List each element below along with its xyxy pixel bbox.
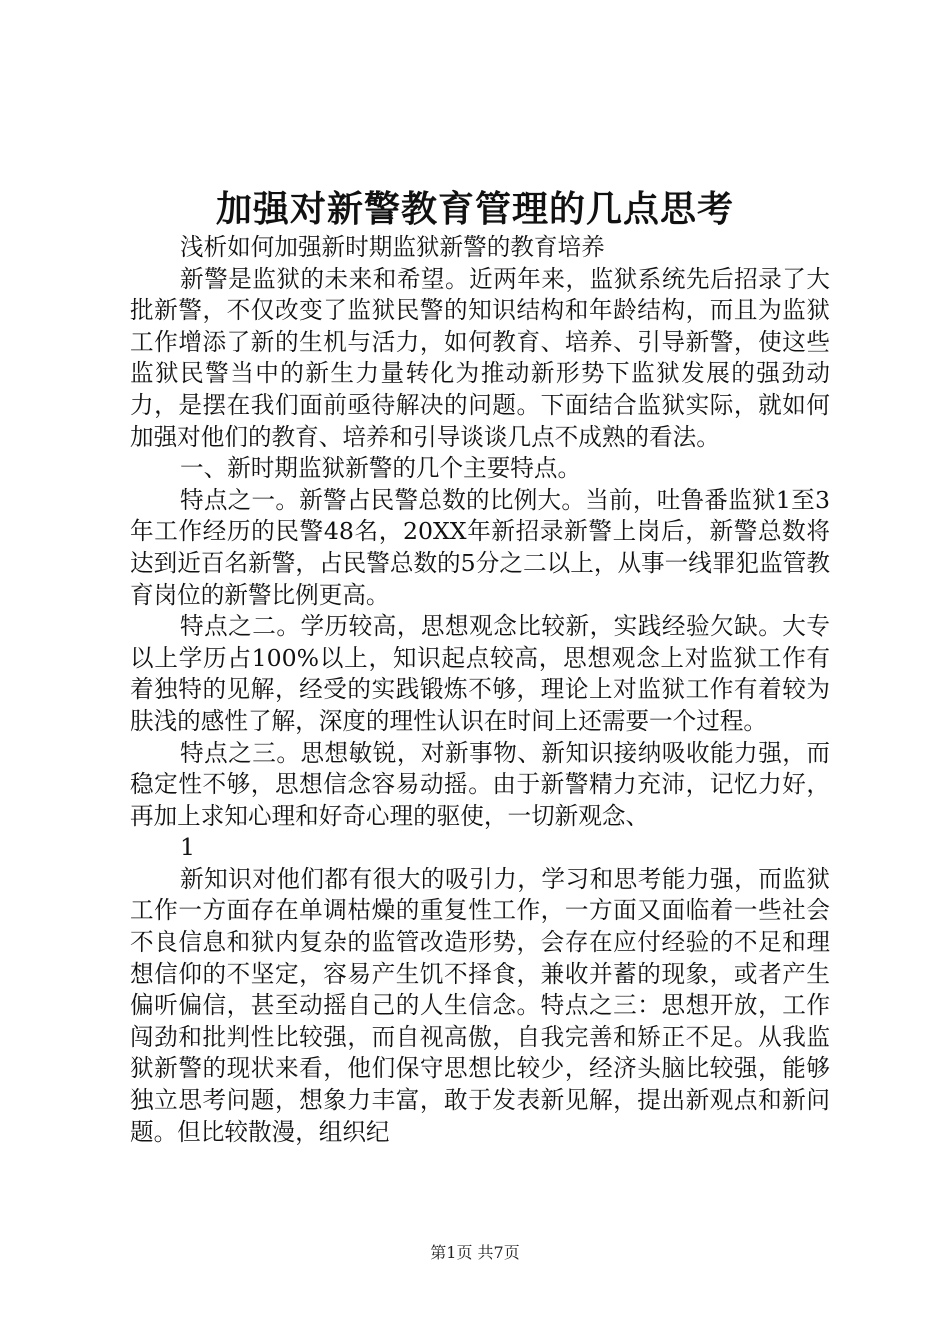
document-body <box>130 232 830 1148</box>
body-paragraph: 新知识对他们都有很大的吸引力，学习和思考能力强，而监狱工作一方面存在单调枯燥的重复性工作，一方面又面临着一些社会不良信息和狱内复杂的监管改造形势，会存在应付经验的不足和理想信仰的不坚定，容易产生饥不择食，兼收并蓄的现象，或者产生偏听偏信，甚至动摇自己的人生信念。特点之三：思想开放，工作闯劲和批判性比较强，而自视高傲，自我完善和矫正不足。从我监狱新警的现状来看，他们保守思想比较少，经济头脑比较强，能够独立思考问题，想象力丰富，敢于发表新见解，提出新观点和新问题。但比较散漫，组织纪 <box>130 864 830 1146</box>
body-paragraph: 特点之二。学历较高，思想观念比较新，实践经验欠缺。大专以上学历占100%以上，知识起点较高，思想观念上对监狱工作有着独特的见解，经受的实践锻炼不够，理论上对监狱工作有着较为肤浅的感性了解，深度的理性认识在时间上还需要一个过程。 <box>130 612 830 735</box>
body-paragraph: 特点之三。思想敏锐，对新事物、新知识接纳吸收能力强，而稳定性不够，思想信念容易动摇。由于新警精力充沛，记忆力好，再加上求知心理和好奇心理的驱使，一切新观念、 <box>130 738 830 830</box>
inner-page-number: 1 <box>180 833 196 862</box>
body-paragraph: 特点之一。新警占民警总数的比例大。当前，吐鲁番监狱1至3年工作经历的民警48名，20XX年新招录新警上岗后，新警总数将达到近百名新警，占民警总数的5分之二以上，从事一线罪犯监管教育岗位的新警比例更高。 <box>130 485 830 609</box>
section-heading: 一、新时期监狱新警的几个主要特点。 <box>180 454 582 483</box>
page-footer: 第1页 共7页 <box>430 1243 520 1262</box>
document-title: 加强对新警教育管理的几点思考 <box>215 188 734 230</box>
body-paragraph: 新警是监狱的未来和希望。近两年来，监狱系统先后招录了大批新警，不仅改变了监狱民警的知识结构和年龄结构，而且为监狱工作增添了新的生机与活力，如何教育、培养、引导新警，使这些监狱民警当中的新生力量转化为推动新形势下监狱发展的强劲动力，是摆在我们面前亟待解决的问题。下面结合监狱实际，就如何加强对他们的教育、培养和引导谈谈几点不成熟的看法。 <box>130 264 830 451</box>
subtitle-paragraph: 浅析如何加强新时期监狱新警的教育培养 <box>180 233 605 261</box>
